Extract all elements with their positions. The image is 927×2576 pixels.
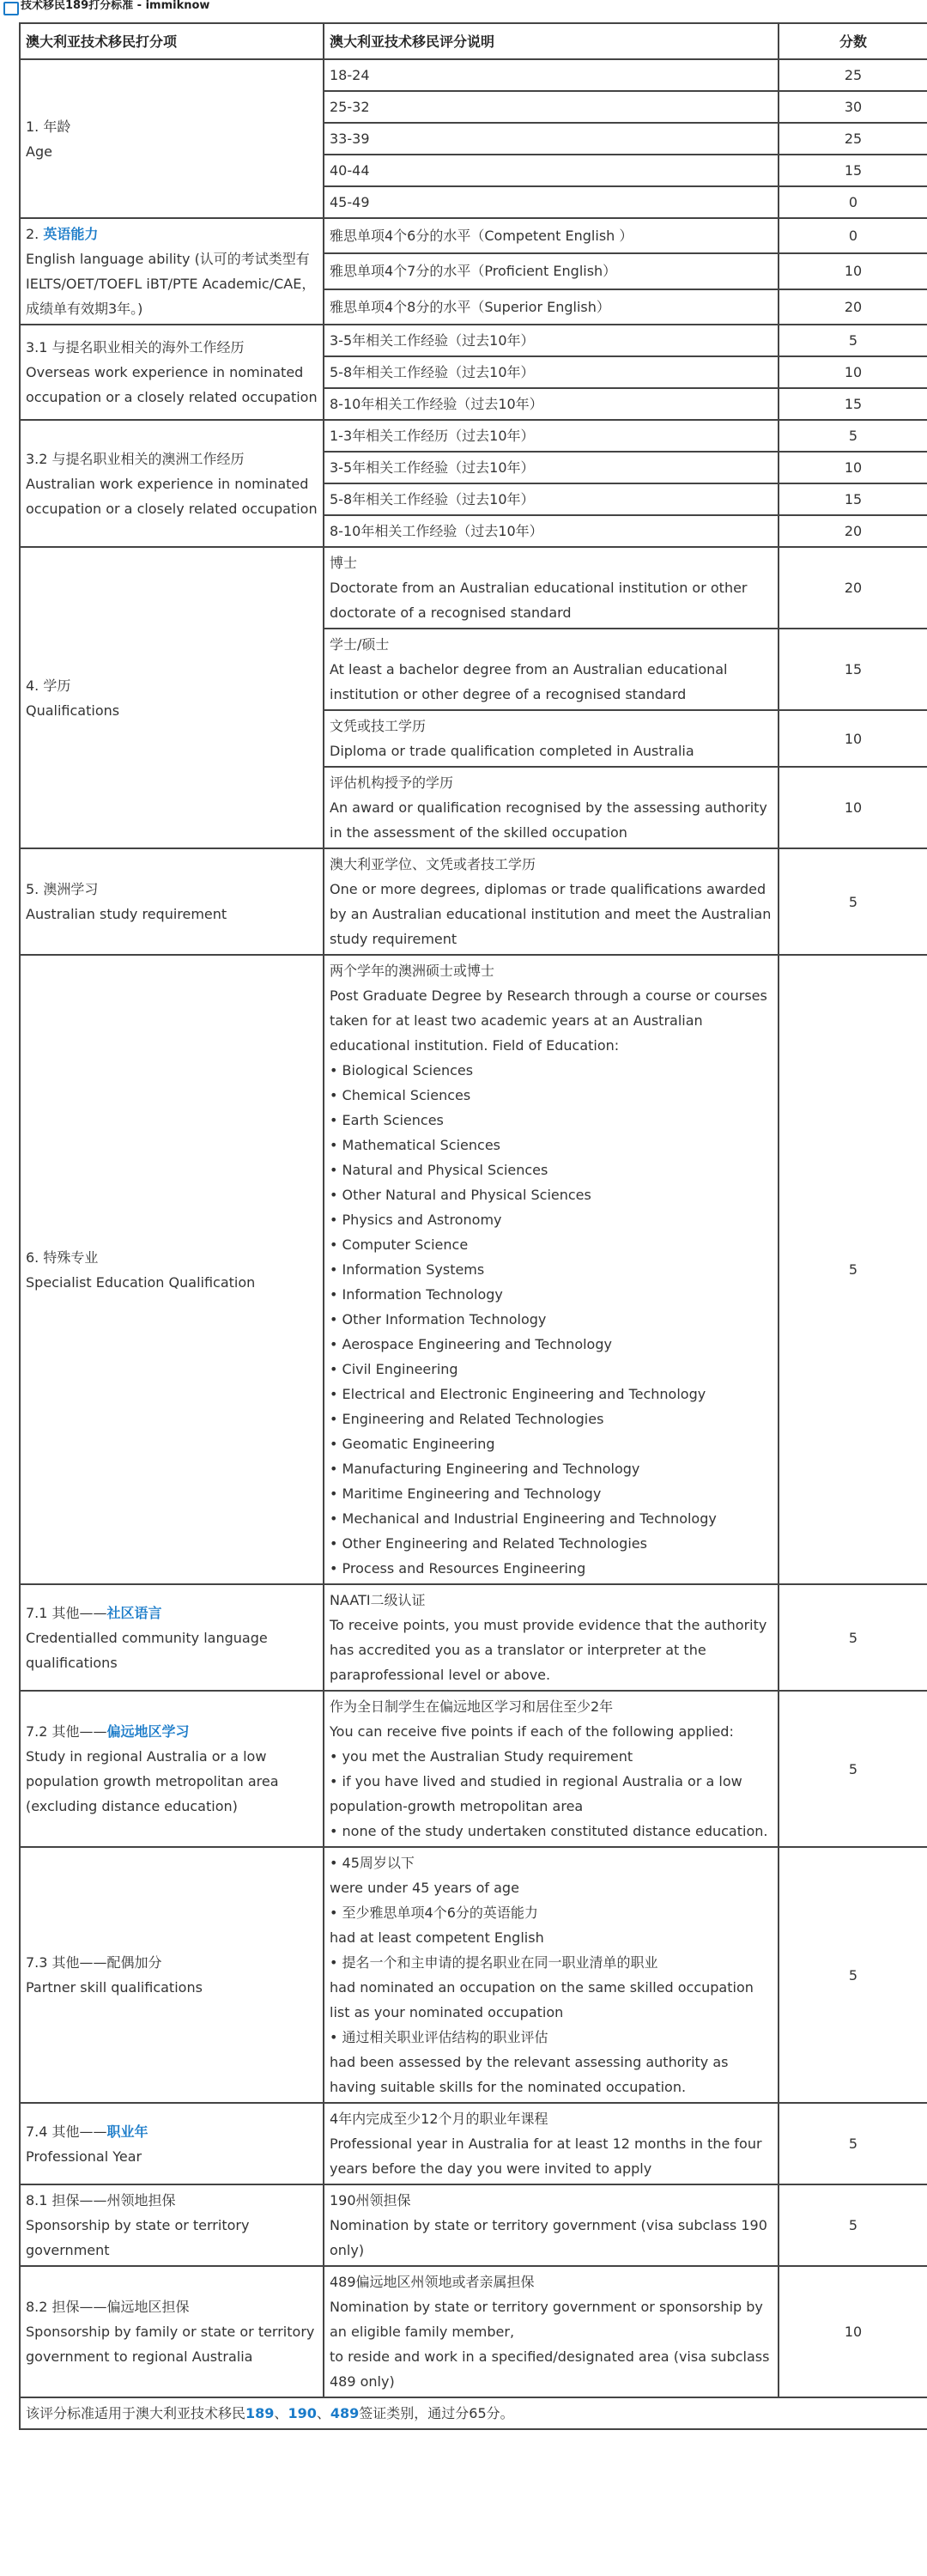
category-label: Australian study requirement (26, 906, 227, 922)
category-cell: 7.4 其他——职业年 Professional Year (20, 2103, 324, 2184)
table-row (20, 1847, 927, 2103)
score-cell: 5 (779, 2184, 927, 2266)
description-line: 5-8年相关工作经验（过去10年） (330, 491, 535, 507)
description-line: • Electrical and Electronic Engineering and Technology (330, 1386, 706, 1402)
table-row (20, 2184, 927, 2266)
description-line: 489偏远地区州领地或者亲属担保 (330, 2274, 535, 2290)
description-cell (324, 59, 779, 91)
description-cell (324, 710, 779, 767)
table-row (20, 1584, 927, 1691)
description-line: • 至少雅思单项4个6分的英语能力 (330, 1905, 538, 1921)
category-highlight: 职业年 (106, 2123, 148, 2140)
description-cell (324, 547, 779, 629)
description-line: • none of the study undertaken constituted distance education. (330, 1823, 768, 1839)
table-footer-row (20, 2397, 927, 2429)
score-cell: 10 (779, 253, 927, 289)
score-cell: 15 (779, 629, 927, 710)
description-line: 3-5年相关工作经验（过去10年） (330, 459, 535, 476)
description-line: 40-44 (330, 162, 370, 179)
score-cell: 10 (779, 452, 927, 483)
category-label: Age (26, 143, 52, 160)
description-line: • Engineering and Related Technologies (330, 1411, 604, 1427)
description-cell (324, 1691, 779, 1847)
description-cell (324, 1847, 779, 2103)
description-line: 18-24 (330, 67, 370, 83)
description-line: 8-10年相关工作经验（过去10年） (330, 396, 543, 412)
table-row (20, 1691, 927, 1847)
description-line: 澳大利亚学位、文凭或者技工学历 (330, 856, 536, 872)
description-line: 3-5年相关工作经验（过去10年） (330, 332, 535, 349)
header-category: 澳大利亚技术移民打分项 (20, 23, 324, 59)
description-line: Nomination by state or territory government (visa subclass 190 only) (330, 2217, 767, 2258)
page-header (0, 0, 927, 19)
description-cell (324, 253, 779, 289)
category-label: 8.2 担保——偏远地区担保 (26, 2299, 190, 2315)
description-line: One or more degrees, diplomas or trade qualifications awarded by an Australian educational institution and meet the Australian study requirement (330, 881, 772, 947)
score-cell: 5 (779, 325, 927, 356)
category-highlight: 偏远地区学习 (106, 1723, 190, 1740)
category-label: Qualifications (26, 702, 120, 719)
description-line: 4年内完成至少12个月的职业年课程 (330, 2111, 548, 2127)
category-label: English language ability (认可的考试类型有IELTS/OET/TOEFL iBT/PTE Academic/CAE，成绩单有效期3年。) (26, 251, 316, 317)
category-cell: 7.2 其他——偏远地区学习 Study in regional Australia or a low population growth metropolitan area (excluding distance education) (20, 1691, 324, 1847)
page-title: 技术移民189打分标准 - immiknow (21, 0, 210, 12)
category-label: 1. 年龄 (26, 118, 71, 135)
category-cell (20, 955, 324, 1584)
description-cell (324, 2184, 779, 2266)
score-cell: 0 (779, 218, 927, 253)
description-line: 5-8年相关工作经验（过去10年） (330, 364, 535, 380)
description-line: were under 45 years of age (330, 1880, 519, 1896)
description-line: At least a bachelor degree from an Australian educational institution or other degree of a recognised standard (330, 661, 728, 702)
description-cell (324, 155, 779, 186)
score-cell: 5 (779, 1584, 927, 1691)
category-label: Study in regional Australia or a low population growth metropolitan area (excluding distance education) (26, 1748, 279, 1814)
category-label: Sponsorship by family or state or territory government to regional Australia (26, 2324, 315, 2365)
category-label: 5. 澳洲学习 (26, 881, 99, 897)
description-line: • Process and Resources Engineering (330, 1560, 586, 1577)
description-line: 评估机构授予的学历 (330, 775, 454, 791)
category-label: 4. 学历 (26, 677, 71, 694)
score-cell: 5 (779, 2103, 927, 2184)
table-header-row (20, 23, 927, 59)
description-line: Diploma or trade qualification completed in Australia (330, 743, 694, 759)
category-label: Credentialled community language qualifications (26, 1629, 268, 1671)
category-label: 3.2 与提名职业相关的澳洲工作经历 (26, 450, 245, 467)
description-line: • Other Information Technology (330, 1311, 547, 1327)
description-cell (324, 91, 779, 123)
table-row (20, 218, 927, 253)
description-cell (324, 325, 779, 356)
category-cell (20, 420, 324, 547)
score-cell: 20 (779, 289, 927, 325)
description-cell (324, 2103, 779, 2184)
description-line: • Biological Sciences (330, 1062, 474, 1078)
table-row (20, 325, 927, 356)
description-line: • Earth Sciences (330, 1112, 444, 1128)
description-line: 190州领担保 (330, 2192, 411, 2208)
description-cell (324, 2266, 779, 2397)
table-body (20, 59, 927, 2397)
category-highlight: 英语能力 (43, 226, 99, 242)
description-line: • Geomatic Engineering (330, 1436, 495, 1452)
score-cell: 10 (779, 767, 927, 848)
score-cell: 5 (779, 420, 927, 452)
score-cell: 5 (779, 848, 927, 955)
category-label: Partner skill qualifications (26, 1979, 203, 1996)
description-line: • if you have lived and studied in regional Australia or a low population-growth metropolitan area (330, 1773, 742, 1814)
category-cell (20, 325, 324, 420)
description-cell (324, 1584, 779, 1691)
category-label: Professional Year (26, 2148, 142, 2165)
description-cell (324, 388, 779, 420)
description-line: Nomination by state or territory government or sponsorship by an eligible family member, (330, 2299, 763, 2340)
description-line: • Information Technology (330, 1286, 503, 1303)
description-line: • 45周岁以下 (330, 1855, 415, 1871)
table-row (20, 59, 927, 91)
description-line: • Natural and Physical Sciences (330, 1162, 548, 1178)
score-cell: 25 (779, 123, 927, 155)
table-row (20, 2266, 927, 2397)
score-cell: 10 (779, 710, 927, 767)
description-line: 8-10年相关工作经验（过去10年） (330, 523, 543, 539)
description-line: to reside and work in a specified/designated area (visa subclass 489 only) (330, 2348, 770, 2390)
description-line: • Computer Science (330, 1236, 469, 1253)
table-row (20, 547, 927, 629)
score-cell: 5 (779, 1847, 927, 2103)
description-line: 雅思单项4个8分的水平（Superior English） (330, 298, 610, 315)
description-line: 博士 (330, 555, 358, 571)
points-table (19, 22, 927, 2430)
description-cell (324, 218, 779, 253)
score-cell: 0 (779, 186, 927, 218)
description-line: • Other Natural and Physical Sciences (330, 1187, 591, 1203)
description-line: 25-32 (330, 99, 370, 115)
description-line: • Information Systems (330, 1261, 485, 1278)
score-cell: 10 (779, 2266, 927, 2397)
category-label: 8.1 担保——州领地担保 (26, 2192, 176, 2208)
description-cell (324, 123, 779, 155)
description-line: 作为全日制学生在偏远地区学习和居住至少2年 (330, 1698, 614, 1715)
category-cell (20, 2184, 324, 2266)
score-cell: 10 (779, 356, 927, 388)
table-row (20, 420, 927, 452)
category-highlight: 社区语言 (106, 1604, 162, 1621)
header-description: 澳大利亚技术移民评分说明 (324, 23, 779, 59)
description-line: Professional year in Australia for at least 12 months in the four years before the day you were invited to apply (330, 2136, 762, 2177)
category-cell: 7.1 其他——社区语言 Credentialled community language qualifications (20, 1584, 324, 1691)
score-cell: 15 (779, 388, 927, 420)
description-cell (324, 289, 779, 325)
description-line: 45-49 (330, 194, 370, 210)
category-cell (20, 1847, 324, 2103)
description-cell (324, 515, 779, 547)
description-line: • Aerospace Engineering and Technology (330, 1336, 612, 1352)
description-line: • Mathematical Sciences (330, 1137, 500, 1153)
score-cell: 5 (779, 1691, 927, 1847)
description-line: • Physics and Astronomy (330, 1212, 502, 1228)
description-line: • Civil Engineering (330, 1361, 458, 1377)
description-cell (324, 483, 779, 515)
description-line: 学士/硕士 (330, 636, 390, 653)
description-line: had at least competent English (330, 1929, 544, 1946)
description-line: • Chemical Sciences (330, 1087, 471, 1103)
description-cell (324, 629, 779, 710)
category-label: Sponsorship by state or territory government (26, 2217, 250, 2258)
description-line: • Manufacturing Engineering and Technology (330, 1461, 640, 1477)
description-cell (324, 356, 779, 388)
description-line: • 提名一个和主申请的提名职业在同一职业清单的职业 (330, 1954, 658, 1971)
category-label: 3.1 与提名职业相关的海外工作经历 (26, 339, 245, 355)
category-cell (20, 547, 324, 848)
category-cell (20, 59, 324, 218)
description-line: Post Graduate Degree by Research through a course or courses taken for at least two academic years at an Australian educational institution. Field of Education: (330, 987, 767, 1054)
description-line: To receive points, you must provide evidence that the authority has accredited you as a translator or interpreter at the paraprofessional level or above. (330, 1617, 767, 1683)
category-label: Overseas work experience in nominated occupation or a closely related occupation (26, 364, 318, 405)
score-cell: 5 (779, 955, 927, 1584)
score-cell: 15 (779, 483, 927, 515)
description-line: • 通过相关职业评估结构的职业评估 (330, 2029, 548, 2045)
category-label: Specialist Education Qualification (26, 1273, 256, 1291)
category-cell: 2. 英语能力 English language ability (认可的考试类型有IELTS/OET/TOEFL iBT/PTE Academic/CAE，成绩单有效期3年。) (20, 218, 324, 325)
description-cell (324, 955, 779, 1584)
description-line: • you met the Australian Study requirement (330, 1748, 633, 1765)
category-label: Australian work experience in nominated occupation or a closely related occupation (26, 475, 318, 517)
description-line: 文凭或技工学历 (330, 718, 427, 734)
category-cell (20, 848, 324, 955)
table-row (20, 848, 927, 955)
description-line: 1-3年相关工作经历（过去10年） (330, 428, 535, 444)
description-line: 两个学年的澳洲硕士或博士 (330, 963, 495, 979)
description-cell (324, 452, 779, 483)
description-cell (324, 848, 779, 955)
table-row (20, 955, 927, 1584)
description-line: • Other Engineering and Related Technologies (330, 1535, 647, 1552)
description-line: had been assessed by the relevant assessing authority as having suitable skills for the nominated occupation. (330, 2054, 729, 2095)
score-cell: 30 (779, 91, 927, 123)
description-line: • Mechanical and Industrial Engineering and Technology (330, 1510, 717, 1527)
description-line: had nominated an occupation on the same skilled occupation list as your nominated occupation (330, 1979, 754, 2020)
score-cell: 25 (779, 59, 927, 91)
description-line: 33-39 (330, 131, 370, 147)
category-cell (20, 2266, 324, 2397)
description-cell (324, 186, 779, 218)
score-cell: 20 (779, 547, 927, 629)
checkbox-icon (3, 2, 19, 15)
description-cell (324, 767, 779, 848)
description-line: 雅思单项4个6分的水平（Competent English ） (330, 228, 633, 245)
description-line: • Maritime Engineering and Technology (330, 1485, 602, 1502)
table-row (20, 2103, 927, 2184)
category-label: 7.3 其他——配偶加分 (26, 1954, 162, 1971)
description-line: An award or qualification recognised by the assessing authority in the assessment of the skilled occupation (330, 799, 767, 841)
description-line: NAATI二级认证 (330, 1592, 426, 1608)
header-score: 分数 (779, 23, 927, 59)
description-line: Doctorate from an Australian educational institution or other doctorate of a recognised standard (330, 580, 748, 621)
description-cell (324, 420, 779, 452)
footer-note: 该评分标准适用于澳大利亚技术移民189、190、489签证类别，通过分65分。 (20, 2397, 927, 2429)
description-line: You can receive five points if each of the following applied: (330, 1723, 734, 1740)
score-cell: 15 (779, 155, 927, 186)
description-line: 雅思单项4个7分的水平（Proficient English） (330, 263, 617, 280)
category-label: 6. 特殊专业 (26, 1249, 99, 1266)
score-cell: 20 (779, 515, 927, 547)
